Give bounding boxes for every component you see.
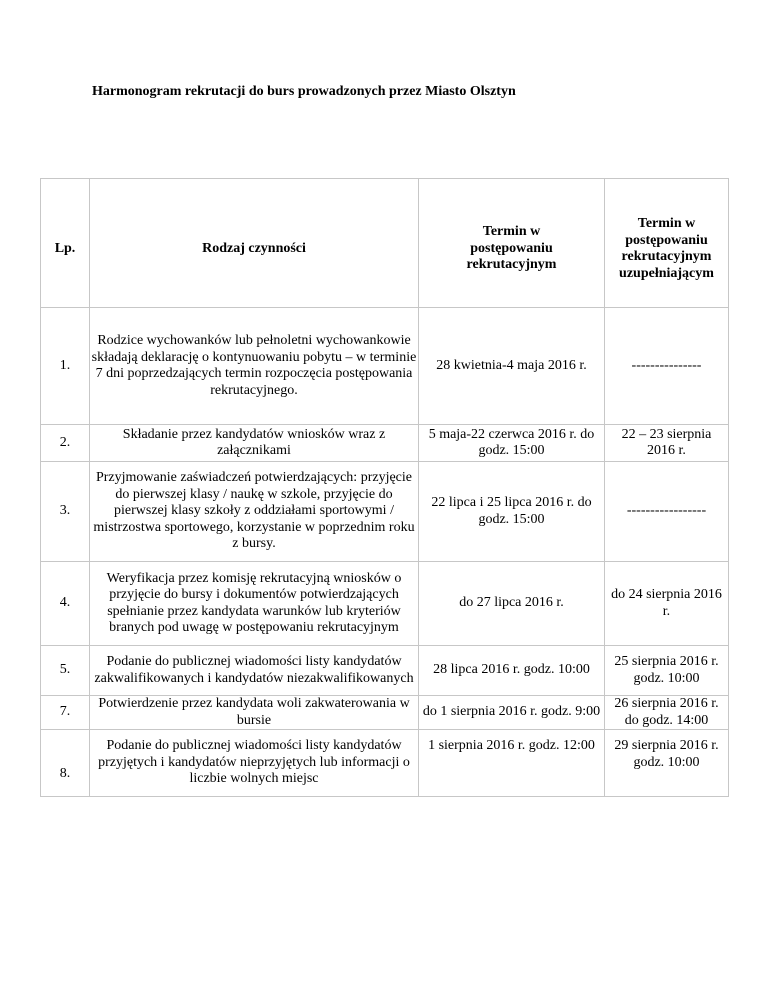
table-row [41,308,729,425]
row-lp: 3. [41,462,90,562]
row-activity: Potwierdzenie przez kandydata woli zakwaterowania w bursie [90,696,419,730]
row-term: do 27 lipca 2016 r. [419,562,605,646]
row-term-supplementary: 25 sierpnia 2016 r. godz. 10:00 [605,646,729,696]
row-activity: Rodzice wychowanków lub pełnoletni wychowankowie składają deklarację o kontynuowaniu pobytu – w terminie 7 dni poprzedzających termin rozpoczęcia postępowania rekrutacyjnego. [90,308,419,425]
row-lp: 7. [41,696,90,730]
table-row [41,562,729,646]
row-lp: 1. [41,308,90,425]
row-term-supplementary: 29 sierpnia 2016 r. godz. 10:00 [605,730,729,797]
row-term-supplementary: 22 – 23 sierpnia 2016 r. [605,425,729,462]
header-activity: Rodzaj czynności [90,179,419,308]
row-activity: Weryfikacja przez komisję rekrutacyjną wniosków o przyjęcie do bursy i dokumentów potwierdzających spełnianie przez kandydata warunków lub kryteriów branych pod uwagę w postępowaniu rekrutacyjnym [90,562,419,646]
recruitment-schedule-table [40,178,729,797]
row-activity: Podanie do publicznej wiadomości listy kandydatów zakwalifikowanych i kandydatów niezakwalifikowanych [90,646,419,696]
row-term: do 1 sierpnia 2016 r. godz. 9:00 [419,696,605,730]
row-term: 28 lipca 2016 r. godz. 10:00 [419,646,605,696]
table-row [41,696,729,730]
header-term: Termin w postępowaniu rekrutacyjnym [419,179,605,308]
table-row [41,730,729,797]
row-term-supplementary: ----------------- [605,462,729,562]
row-activity: Przyjmowanie zaświadczeń potwierdzających: przyjęcie do pierwszej klasy / naukę w szkole, przyjęcie do pierwszej klasy szkoły z oddziałami sportowymi / mistrzostwa sportowego, korzystanie w poprzednim roku z bursy. [90,462,419,562]
row-term: 28 kwietnia-4 maja 2016 r. [419,308,605,425]
row-lp: 5. [41,646,90,696]
table-row [41,462,729,562]
table-row [41,425,729,462]
row-term-supplementary: 26 sierpnia 2016 r. do godz. 14:00 [605,696,729,730]
table-row [41,646,729,696]
document-title: Harmonogram rekrutacji do burs prowadzonych przez Miasto Olsztyn [92,84,516,99]
row-lp: 8. [41,730,90,797]
row-lp: 2. [41,425,90,462]
row-activity: Podanie do publicznej wiadomości listy kandydatów przyjętych i kandydatów nieprzyjętych lub informacji o liczbie wolnych miejsc [90,730,419,797]
header-lp: Lp. [41,179,90,308]
row-term-supplementary: --------------- [605,308,729,425]
row-term-supplementary: do 24 sierpnia 2016 r. [605,562,729,646]
row-term: 22 lipca i 25 lipca 2016 r. do godz. 15:00 [419,462,605,562]
row-term: 1 sierpnia 2016 r. godz. 12:00 [419,730,605,797]
row-term: 5 maja-22 czerwca 2016 r. do godz. 15:00 [419,425,605,462]
table-header-row [41,179,729,308]
row-activity: Składanie przez kandydatów wniosków wraz z załącznikami [90,425,419,462]
header-term-supplementary: Termin w postępowaniu rekrutacyjnym uzupełniającym [605,179,729,308]
row-lp: 4. [41,562,90,646]
